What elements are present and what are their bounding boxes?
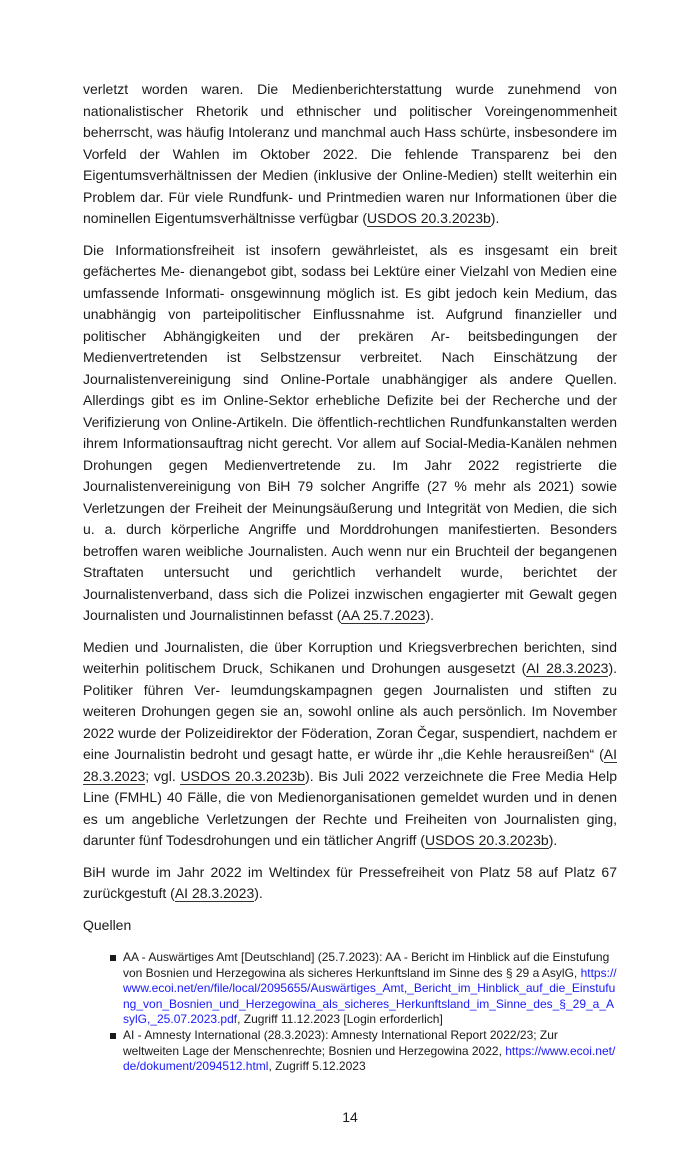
text-segment: politischem Druck, Schikanen und Drohungen ausgesetzt ( <box>145 660 527 676</box>
citation-link[interactable]: USDOS 20.3.2023b <box>424 832 549 848</box>
text-segment: über die nominellen Eigentumsverhältnisse verfügbar ( <box>83 188 618 226</box>
text-segment: onsgewinnung möglich ist. Es gibt jedoch kein Medium, das unabhängig von parteipolitischer <box>83 284 617 322</box>
text-segment: leumdungskampagnen gegen Journalisten und stiften zu weiteren Drohungen gegen sie an, <box>83 681 617 719</box>
text-segment: ; vgl. <box>145 767 181 784</box>
source-access: , Zugriff 11.12.2023 [Login erforderlich] <box>237 1012 443 1027</box>
source-item <box>110 950 617 1028</box>
citation-link[interactable]: USDOS 20.3.2023b <box>367 210 491 226</box>
bullet-icon <box>110 955 116 961</box>
text-segment: fehlende Transparenz bei den Eigentumsverhältnissen der Medien (inklusive der Online-Medien) <box>83 145 617 183</box>
text-segment: Die Informationsfreiheit ist insofern gewährleistet, als es insgesamt ein breit gefächertes Me- <box>83 241 617 279</box>
text-segment: die Free Media Help Line (FMHL) 40 Fälle, die von Medienorganisationen gemeldet wurden <box>83 767 617 805</box>
citation-link[interactable]: AA 25.7.2023 <box>341 607 426 623</box>
text-segment: darunter fünf Todesdrohungen und ein tätlicher Angriff ( <box>83 832 425 848</box>
text-segment: gerichtlich verhandelt wurde, berichtet der Journalistenverband, dass sich die Polizei inzwischen <box>83 564 618 602</box>
citation-link[interactable]: AI 28.3.2023 <box>174 885 255 901</box>
text-segment: ). <box>425 607 435 623</box>
text-segment: 2022 registrierte die Journalistenvereinigung von BiH 79 solcher Angriffe (27 % mehr als 2021) <box>83 456 617 494</box>
paragraph <box>83 240 617 627</box>
text-segment: Die öffentlich-rechtlichen Rundfunkanstalten werden ihrem Informationsauftrag nicht gerecht. <box>83 413 617 451</box>
source-access: , Zugriff 5.12.2023 <box>268 1059 366 1074</box>
text-segment: Rhetorik und ethnischer und politischer Voreingenommenheit beherrscht, was häufig Intoleranz <box>83 102 618 140</box>
text-segment: Vor allem auf Social-Media-Kanälen nehmen Drohungen gegen Medienvertretende zu. Im Jahr <box>83 435 617 473</box>
text-segment: „die Kehle herausreißen“ ( <box>438 746 604 762</box>
text-segment: ). <box>548 832 558 848</box>
source-text: AA - Auswärtiges Amt [Deutschland] (25.7.2023): AA - Bericht im Hinblick auf die Einstufung von Bosnien und Herzegowina als sicheres Herkunftsland im Sinne des § 29 a AsylG, <box>123 950 610 980</box>
text-segment: ). <box>490 210 500 226</box>
bullet-icon <box>110 1033 116 1039</box>
paragraph <box>83 862 617 905</box>
text-segment: Medien und Journalisten, die über Korruption und Kriegsverbrechen berichten, sind weiterhin <box>83 638 617 676</box>
source-text: AI - Amnesty International (28.3.2023): Amnesty International Report 2022/23; Zur weltweiten Lage der Menschenrechte; Bosnien und Herzegowina 2022, <box>123 1027 558 1058</box>
text-segment: stellt weiterhin ein Problem dar. Für viele Rundfunk- und Printmedien waren nur Informationen <box>83 167 618 205</box>
text-segment: weibliche Journalisten. Auch wenn nur ein Bruchteil der begangenen Straftaten untersucht und <box>83 542 617 580</box>
text-segment: Einflussnahme ist. Aufgrund finanzieller und politischer Abhängigkeiten und der prekären Ar- <box>83 306 618 344</box>
document-body <box>83 79 617 905</box>
text-segment: und in denen es um angebliche Verletzungen der Rechte und Freiheiten von Journalisten ging, <box>83 789 618 827</box>
text-segment: ). <box>254 885 263 901</box>
source-item <box>110 1028 617 1075</box>
sources-heading: Quellen <box>83 916 132 933</box>
citation-link[interactable]: USDOS 20.3.2023b <box>180 767 306 784</box>
text-segment: ). Bis Juli 2022 verzeichnete <box>305 767 484 784</box>
text-segment: sowohl online als auch persönlich. Im November 2022 wurde der Polizeidirektor der Föderation, <box>83 703 618 741</box>
text-segment: dienangebot gibt, sodass bei Lektüre einer Vielzahl von Medien eine umfassende Informati- <box>83 263 617 301</box>
text-segment: Journalistenvereinigung sind Online-Portale unabhängiger als andere Quellen. Allerdings gibt es <box>83 370 617 408</box>
text-segment: verletzt worden waren. Die Medienberichterstattung wurde zunehmend von nationalistischer <box>83 81 617 119</box>
paragraph <box>83 79 617 230</box>
text-segment: sowie Verletzungen der Freiheit der Meinungsäußerung und Integrität von Medien, die sich u. <box>83 478 617 537</box>
page-number: 14 <box>342 1108 358 1125</box>
text-segment: a. durch körperliche Angriffe und Morddrohungen manifestierten. Besonders betroffen waren <box>83 521 617 559</box>
text-segment: ). Politiker führen Ver- <box>83 660 618 698</box>
text-segment: beitsbedingungen der Medienvertretenden ist Selbstzensur verbreitet. Nach Einschätzung der <box>83 327 618 365</box>
citation-link[interactable]: AI 28.3.2023 <box>83 746 617 784</box>
text-segment: engagierter mit Gewalt gegen Journalisten und Journalistinnen befasst ( <box>83 585 617 623</box>
text-segment: ( <box>170 885 175 901</box>
citation-link[interactable]: AI 28.3.2023 <box>526 660 609 676</box>
text-segment: Zoran Čegar, suspendiert, nachdem er eine Journalistin bedroht und gesagt hatte, er würde ihr <box>83 724 617 762</box>
sources-list <box>110 950 617 1075</box>
source-link[interactable]: https://www.ecoi.net/de/dokument/2094512.html <box>123 1043 616 1074</box>
text-segment: im Online-Sektor erhebliche Defizite bei der Recherche und der Verifizierung von Online-Artikeln. <box>83 392 618 430</box>
text-segment: BiH wurde im Jahr 2022 im Weltindex für Pressefreiheit von Platz 58 auf Platz 67 zurückgestuft <box>83 863 617 901</box>
paragraph <box>83 637 617 852</box>
text-segment: und manchmal auch Hass schürte, insbesondere im Vorfeld der Wahlen im Oktober 2022. Die <box>83 124 617 162</box>
source-link[interactable]: https://www.ecoi.net/en/file/local/2095655/Auswärtiges_Amt,_Bericht_im_Hinblick_auf_die_Einstufung_von_Bosnien_und_Herzegowina_als_sicheres_Herkunftsland_im_Sinne_des_§_29_a_AsylG,_25.07.2023.pdf <box>123 965 617 1027</box>
